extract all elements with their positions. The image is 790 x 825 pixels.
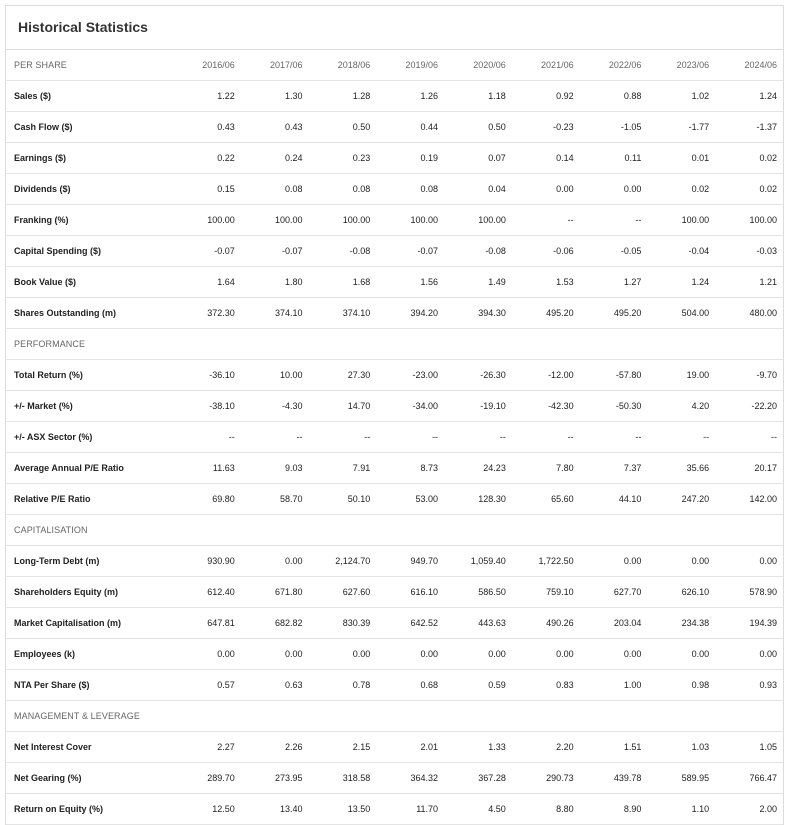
value-cell: 0.00 (647, 546, 715, 577)
value-cell: 234.38 (647, 608, 715, 639)
value-cell: -0.07 (173, 236, 241, 267)
value-cell: 0.15 (173, 174, 241, 205)
year-header: 2024/06 (715, 50, 783, 81)
value-cell: 0.83 (512, 670, 580, 701)
row-label: Net Gearing (%) (6, 763, 173, 794)
empty-cell (512, 515, 580, 546)
value-cell: 290.73 (512, 763, 580, 794)
table-row (6, 267, 783, 298)
value-cell: -1.37 (715, 112, 783, 143)
row-label: Dividends ($) (6, 174, 173, 205)
value-cell: 495.20 (580, 298, 648, 329)
table-row (6, 298, 783, 329)
value-cell: 1.18 (444, 81, 512, 112)
value-cell: 495.20 (512, 298, 580, 329)
value-cell: -1.77 (647, 112, 715, 143)
value-cell: 2.01 (376, 732, 444, 763)
table-row (6, 639, 783, 670)
table-row (6, 608, 783, 639)
table-row (6, 732, 783, 763)
empty-cell (715, 515, 783, 546)
value-cell: 1.28 (309, 81, 377, 112)
empty-cell (376, 329, 444, 360)
value-cell: 1.00 (580, 670, 648, 701)
value-cell: 682.82 (241, 608, 309, 639)
value-cell: -34.00 (376, 391, 444, 422)
empty-cell (647, 515, 715, 546)
value-cell: 1,059.40 (444, 546, 512, 577)
table-row (6, 794, 783, 825)
value-cell: -57.80 (580, 360, 648, 391)
value-cell: 0.92 (512, 81, 580, 112)
row-label: Market Capitalisation (m) (6, 608, 173, 639)
value-cell: 7.37 (580, 453, 648, 484)
value-cell: 2.27 (173, 732, 241, 763)
value-cell: 194.39 (715, 608, 783, 639)
value-cell: 7.80 (512, 453, 580, 484)
value-cell: 0.02 (715, 143, 783, 174)
value-cell: 100.00 (715, 205, 783, 236)
value-cell: -0.03 (715, 236, 783, 267)
value-cell: 627.60 (309, 577, 377, 608)
value-cell: 58.70 (241, 484, 309, 515)
value-cell: 0.93 (715, 670, 783, 701)
value-cell: 374.10 (241, 298, 309, 329)
table-row (6, 360, 783, 391)
table-row (6, 174, 783, 205)
value-cell: 372.30 (173, 298, 241, 329)
value-cell: 1.33 (444, 732, 512, 763)
value-cell: 616.10 (376, 577, 444, 608)
value-cell: 100.00 (647, 205, 715, 236)
value-cell: 8.90 (580, 794, 648, 825)
value-cell: 1.24 (715, 81, 783, 112)
value-cell: 2.26 (241, 732, 309, 763)
value-cell: 1.26 (376, 81, 444, 112)
value-cell: 1.53 (512, 267, 580, 298)
value-cell: 1.22 (173, 81, 241, 112)
value-cell: 2,124.70 (309, 546, 377, 577)
value-cell: 1.80 (241, 267, 309, 298)
value-cell: 24.23 (444, 453, 512, 484)
row-label: Long-Term Debt (m) (6, 546, 173, 577)
value-cell: 0.11 (580, 143, 648, 174)
value-cell: 0.00 (580, 639, 648, 670)
value-cell: 1,722.50 (512, 546, 580, 577)
value-cell: -42.30 (512, 391, 580, 422)
value-cell: 100.00 (173, 205, 241, 236)
value-cell: -50.30 (580, 391, 648, 422)
empty-cell (173, 701, 241, 732)
empty-cell (512, 701, 580, 732)
value-cell: 0.00 (580, 174, 648, 205)
value-cell: 1.10 (647, 794, 715, 825)
row-label: Relative P/E Ratio (6, 484, 173, 515)
value-cell: 949.70 (376, 546, 444, 577)
value-cell: 0.22 (173, 143, 241, 174)
value-cell: 480.00 (715, 298, 783, 329)
section-header-performance (6, 329, 783, 360)
table-row (6, 143, 783, 174)
row-label: Total Return (%) (6, 360, 173, 391)
value-cell: -1.05 (580, 112, 648, 143)
value-cell: 830.39 (309, 608, 377, 639)
empty-cell (512, 329, 580, 360)
value-cell: 0.08 (241, 174, 309, 205)
value-cell: 394.20 (376, 298, 444, 329)
table-row (6, 763, 783, 794)
value-cell: -36.10 (173, 360, 241, 391)
value-cell: 490.26 (512, 608, 580, 639)
value-cell: -0.08 (309, 236, 377, 267)
value-cell: 642.52 (376, 608, 444, 639)
value-cell: 504.00 (647, 298, 715, 329)
year-header: 2018/06 (309, 50, 377, 81)
value-cell: 0.14 (512, 143, 580, 174)
value-cell: 0.02 (647, 174, 715, 205)
section-header-capitalisation (6, 515, 783, 546)
empty-cell (715, 329, 783, 360)
row-label: Return on Equity (%) (6, 794, 173, 825)
value-cell: -- (715, 422, 783, 453)
value-cell: 0.00 (241, 546, 309, 577)
value-cell: -- (512, 422, 580, 453)
row-label: Shareholders Equity (m) (6, 577, 173, 608)
value-cell: -4.30 (241, 391, 309, 422)
year-header: 2017/06 (241, 50, 309, 81)
value-cell: -0.05 (580, 236, 648, 267)
value-cell: -- (309, 422, 377, 453)
table-row (6, 484, 783, 515)
value-cell: 8.80 (512, 794, 580, 825)
value-cell: 19.00 (647, 360, 715, 391)
value-cell: -- (444, 422, 512, 453)
value-cell: 0.43 (241, 112, 309, 143)
value-cell: -0.08 (444, 236, 512, 267)
empty-cell (580, 701, 648, 732)
empty-cell (715, 701, 783, 732)
value-cell: -22.20 (715, 391, 783, 422)
value-cell: 0.50 (309, 112, 377, 143)
value-cell: 0.44 (376, 112, 444, 143)
value-cell: 0.43 (173, 112, 241, 143)
value-cell: 13.50 (309, 794, 377, 825)
value-cell: 4.20 (647, 391, 715, 422)
value-cell: 4.50 (444, 794, 512, 825)
value-cell: 0.00 (715, 639, 783, 670)
value-cell: 1.68 (309, 267, 377, 298)
value-cell: 12.50 (173, 794, 241, 825)
value-cell: 2.00 (715, 794, 783, 825)
empty-cell (376, 515, 444, 546)
value-cell: 35.66 (647, 453, 715, 484)
row-label: Employees (k) (6, 639, 173, 670)
value-cell: -0.23 (512, 112, 580, 143)
value-cell: 589.95 (647, 763, 715, 794)
value-cell: 1.02 (647, 81, 715, 112)
value-cell: 27.30 (309, 360, 377, 391)
value-cell: 0.57 (173, 670, 241, 701)
empty-cell (173, 329, 241, 360)
value-cell: 0.08 (309, 174, 377, 205)
table-row (6, 577, 783, 608)
row-label: Shares Outstanding (m) (6, 298, 173, 329)
value-cell: -- (512, 205, 580, 236)
value-cell: 0.88 (580, 81, 648, 112)
table-row (6, 391, 783, 422)
value-cell: 439.78 (580, 763, 648, 794)
row-label: Book Value ($) (6, 267, 173, 298)
value-cell: 0.63 (241, 670, 309, 701)
row-label: Average Annual P/E Ratio (6, 453, 173, 484)
row-label: +/- ASX Sector (%) (6, 422, 173, 453)
row-label: Sales ($) (6, 81, 173, 112)
value-cell: 273.95 (241, 763, 309, 794)
year-header: 2022/06 (580, 50, 648, 81)
value-cell: 0.24 (241, 143, 309, 174)
value-cell: -38.10 (173, 391, 241, 422)
value-cell: 1.27 (580, 267, 648, 298)
year-header: 2016/06 (173, 50, 241, 81)
empty-cell (173, 515, 241, 546)
value-cell: 11.70 (376, 794, 444, 825)
value-cell: 443.63 (444, 608, 512, 639)
value-cell: 1.03 (647, 732, 715, 763)
value-cell: 364.32 (376, 763, 444, 794)
empty-cell (444, 329, 512, 360)
row-label: Cash Flow ($) (6, 112, 173, 143)
table-row (6, 546, 783, 577)
value-cell: 0.50 (444, 112, 512, 143)
empty-cell (444, 701, 512, 732)
value-cell: 1.21 (715, 267, 783, 298)
value-cell: 612.40 (173, 577, 241, 608)
value-cell: 626.10 (647, 577, 715, 608)
value-cell: 100.00 (241, 205, 309, 236)
value-cell: 2.20 (512, 732, 580, 763)
value-cell: 0.00 (173, 639, 241, 670)
row-label: Net Interest Cover (6, 732, 173, 763)
table-row (6, 453, 783, 484)
value-cell: 1.30 (241, 81, 309, 112)
value-cell: -23.00 (376, 360, 444, 391)
value-cell: -- (173, 422, 241, 453)
value-cell: 1.05 (715, 732, 783, 763)
value-cell: 50.10 (309, 484, 377, 515)
value-cell: 69.80 (173, 484, 241, 515)
value-cell: -0.06 (512, 236, 580, 267)
value-cell: 0.00 (309, 639, 377, 670)
value-cell: 766.47 (715, 763, 783, 794)
value-cell: 0.01 (647, 143, 715, 174)
value-cell: 20.17 (715, 453, 783, 484)
value-cell: 0.00 (512, 174, 580, 205)
value-cell: 1.49 (444, 267, 512, 298)
value-cell: 930.90 (173, 546, 241, 577)
row-label: Franking (%) (6, 205, 173, 236)
value-cell: 1.51 (580, 732, 648, 763)
empty-cell (444, 515, 512, 546)
value-cell: 44.10 (580, 484, 648, 515)
row-label: Earnings ($) (6, 143, 173, 174)
empty-cell (241, 701, 309, 732)
value-cell: 586.50 (444, 577, 512, 608)
empty-cell (580, 329, 648, 360)
empty-cell (309, 329, 377, 360)
table-row (6, 236, 783, 267)
value-cell: 0.00 (241, 639, 309, 670)
table-row (6, 112, 783, 143)
row-label: Capital Spending ($) (6, 236, 173, 267)
value-cell: -9.70 (715, 360, 783, 391)
historical-statistics-panel (5, 5, 784, 825)
year-header: 2019/06 (376, 50, 444, 81)
value-cell: 0.59 (444, 670, 512, 701)
value-cell: -0.07 (241, 236, 309, 267)
value-cell: 0.00 (376, 639, 444, 670)
value-cell: 142.00 (715, 484, 783, 515)
empty-cell (309, 515, 377, 546)
value-cell: 2.15 (309, 732, 377, 763)
empty-cell (647, 329, 715, 360)
table-row (6, 422, 783, 453)
section-title: MANAGEMENT & LEVERAGE (6, 701, 173, 732)
section-header-management-leverage (6, 701, 783, 732)
value-cell: 100.00 (444, 205, 512, 236)
empty-cell (241, 515, 309, 546)
value-cell: 1.64 (173, 267, 241, 298)
value-cell: 0.00 (580, 546, 648, 577)
value-cell: 9.03 (241, 453, 309, 484)
section-title: PER SHARE (6, 50, 173, 81)
empty-cell (647, 701, 715, 732)
empty-cell (376, 701, 444, 732)
empty-cell (241, 329, 309, 360)
value-cell: 0.00 (444, 639, 512, 670)
section-header-per-share (6, 50, 783, 81)
empty-cell (580, 515, 648, 546)
value-cell: 100.00 (309, 205, 377, 236)
year-header: 2020/06 (444, 50, 512, 81)
value-cell: 0.23 (309, 143, 377, 174)
value-cell: 0.78 (309, 670, 377, 701)
value-cell: 647.81 (173, 608, 241, 639)
value-cell: 0.19 (376, 143, 444, 174)
value-cell: 0.07 (444, 143, 512, 174)
value-cell: 0.02 (715, 174, 783, 205)
section-title: CAPITALISATION (6, 515, 173, 546)
value-cell: 671.80 (241, 577, 309, 608)
value-cell: 247.20 (647, 484, 715, 515)
value-cell: 0.00 (512, 639, 580, 670)
value-cell: -- (580, 422, 648, 453)
empty-cell (309, 701, 377, 732)
value-cell: -12.00 (512, 360, 580, 391)
value-cell: -0.07 (376, 236, 444, 267)
value-cell: 1.56 (376, 267, 444, 298)
value-cell: -19.10 (444, 391, 512, 422)
value-cell: 1.24 (647, 267, 715, 298)
value-cell: 14.70 (309, 391, 377, 422)
value-cell: -0.04 (647, 236, 715, 267)
value-cell: 11.63 (173, 453, 241, 484)
value-cell: 0.00 (647, 639, 715, 670)
table-row (6, 205, 783, 236)
year-header: 2023/06 (647, 50, 715, 81)
value-cell: 0.00 (715, 546, 783, 577)
value-cell: 627.70 (580, 577, 648, 608)
value-cell: 8.73 (376, 453, 444, 484)
value-cell: 289.70 (173, 763, 241, 794)
row-label: +/- Market (%) (6, 391, 173, 422)
table-row (6, 670, 783, 701)
value-cell: 318.58 (309, 763, 377, 794)
value-cell: -- (580, 205, 648, 236)
value-cell: 374.10 (309, 298, 377, 329)
value-cell: 0.68 (376, 670, 444, 701)
value-cell: 0.04 (444, 174, 512, 205)
section-title: PERFORMANCE (6, 329, 173, 360)
value-cell: 0.98 (647, 670, 715, 701)
value-cell: 394.30 (444, 298, 512, 329)
value-cell: 578.90 (715, 577, 783, 608)
value-cell: 128.30 (444, 484, 512, 515)
value-cell: -- (376, 422, 444, 453)
value-cell: 65.60 (512, 484, 580, 515)
value-cell: 0.08 (376, 174, 444, 205)
value-cell: 100.00 (376, 205, 444, 236)
value-cell: 759.10 (512, 577, 580, 608)
statistics-table (6, 50, 783, 825)
value-cell: 13.40 (241, 794, 309, 825)
table-row (6, 81, 783, 112)
value-cell: 10.00 (241, 360, 309, 391)
year-header: 2021/06 (512, 50, 580, 81)
value-cell: 7.91 (309, 453, 377, 484)
value-cell: 203.04 (580, 608, 648, 639)
row-label: NTA Per Share ($) (6, 670, 173, 701)
value-cell: -- (241, 422, 309, 453)
value-cell: 367.28 (444, 763, 512, 794)
value-cell: -26.30 (444, 360, 512, 391)
panel-title: Historical Statistics (6, 6, 783, 50)
value-cell: 53.00 (376, 484, 444, 515)
value-cell: -- (647, 422, 715, 453)
